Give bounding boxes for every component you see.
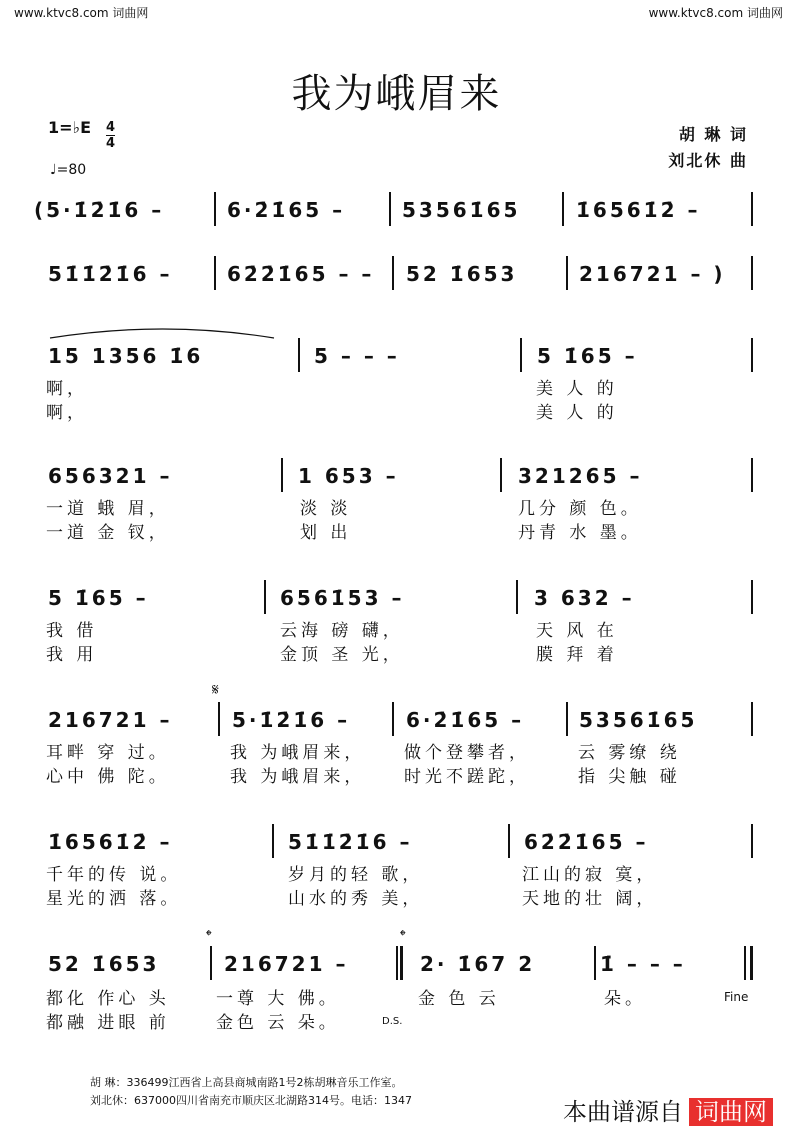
- measure: 62̇2̇1̇65 –: [524, 830, 649, 854]
- lyric: 啊，: [46, 379, 88, 399]
- barline: [298, 338, 300, 372]
- measure: 52 1̇653: [48, 952, 160, 976]
- barline: [751, 458, 753, 492]
- barline: [214, 256, 216, 290]
- barline: [500, 458, 502, 492]
- measure: 53561̇65: [579, 708, 698, 732]
- brand-text: 本曲谱源自: [563, 1098, 683, 1126]
- lyric: 美 人 的: [536, 379, 618, 399]
- coda-icon: 𝄌: [400, 926, 406, 945]
- measure: 1̇ – – –: [600, 952, 686, 976]
- measure: 51̇1̇2̇1̇6 –: [48, 262, 173, 286]
- lyric: 一道 蛾 眉，: [46, 499, 170, 519]
- measure: 321265 –: [518, 464, 643, 488]
- measure: 1̇6561̇2̇ –: [48, 830, 173, 854]
- score-row-1: [34, 198, 759, 242]
- barline: [281, 458, 283, 492]
- lyric: 我 借: [46, 621, 98, 641]
- fine-mark: Fine: [724, 990, 749, 1004]
- barline: [520, 338, 522, 372]
- slur-line: [48, 322, 278, 342]
- measure: 216721 –: [48, 708, 173, 732]
- quarter-note-icon: ♩: [50, 162, 57, 178]
- meter-bottom: 4: [106, 136, 116, 151]
- lyric: 都融 进眼 前: [46, 1013, 170, 1033]
- lyric: 美 人 的: [536, 403, 618, 423]
- watermark-left: www.ktvc8.com 词曲网: [14, 6, 149, 20]
- measure: 216721 –: [224, 952, 349, 976]
- barline: [392, 702, 394, 736]
- measure: 216721 – ): [579, 262, 726, 286]
- final-barline: [744, 946, 746, 980]
- barline: [751, 192, 753, 226]
- lyric: 岁月的轻 歌，: [288, 865, 424, 885]
- measure: 62̇2̇1̇65 – –: [227, 262, 375, 286]
- lyric: 淡 淡: [300, 499, 352, 519]
- barline: [751, 580, 753, 614]
- tempo-marking: [50, 162, 86, 178]
- lyric: 朵。: [604, 989, 646, 1009]
- barline: [264, 580, 266, 614]
- lyric: 星光的洒 落。: [46, 889, 182, 909]
- ds-mark: D.S.: [382, 1016, 403, 1027]
- barline: [751, 256, 753, 290]
- segno-icon: 𝄋: [212, 680, 219, 699]
- score-row-3: [34, 344, 759, 388]
- lyric: 一尊 大 佛。: [216, 989, 340, 1009]
- lyric: 一道 金 钗，: [46, 523, 170, 543]
- lyric: 金 色 云: [418, 989, 500, 1009]
- measure: 6·2̇1̇65 –: [227, 198, 346, 222]
- barline: [566, 256, 568, 290]
- measure: 2· 1̇67 2: [420, 952, 536, 976]
- barline: [594, 946, 596, 980]
- measure: 51̇1̇2̇1̇6 –: [288, 830, 413, 854]
- lyric: 都化 作心 头: [46, 989, 170, 1009]
- measure: 5 1̇65 –: [48, 586, 149, 610]
- lyric: 膜 拜 着: [536, 645, 618, 665]
- barline: [210, 946, 212, 980]
- lyric: 划 出: [300, 523, 352, 543]
- score-row-2: [34, 262, 759, 306]
- lyric: 做个登攀者，: [404, 743, 530, 763]
- barline: [516, 580, 518, 614]
- composer-credit: 刘北休 曲: [668, 151, 748, 170]
- barline: [562, 192, 564, 226]
- time-signature: [106, 120, 115, 151]
- lyric: 金色 云 朵。: [216, 1013, 340, 1033]
- final-barline-thick: [750, 946, 753, 980]
- brand-logo: 词曲网: [689, 1098, 773, 1126]
- barline: [214, 192, 216, 226]
- barline: [272, 824, 274, 858]
- measure: 15 1356 1̇6: [48, 344, 204, 368]
- barline: [389, 192, 391, 226]
- lyric: 云海 磅 礴，: [280, 621, 404, 641]
- lyric: 我 用: [46, 645, 98, 665]
- meter-top: 4: [106, 120, 116, 135]
- lyric: 几分 颜 色。: [518, 499, 642, 519]
- measure: (5·1̇2̇1̇6 –: [34, 198, 165, 222]
- lyric: 指 尖触 碰: [578, 767, 681, 787]
- measure: 53561̇65: [402, 198, 521, 222]
- lyric: 江山的寂 寞，: [522, 865, 658, 885]
- footer-contact-2: 刘北休：637000四川省南充市顺庆区北湖路314号。电话：1347: [90, 1094, 412, 1107]
- lyric: 天 风 在: [536, 621, 618, 641]
- barline: [392, 256, 394, 290]
- barline: [566, 702, 568, 736]
- measure: 5·1̇2̇1̇6 –: [232, 708, 351, 732]
- barline: [396, 946, 398, 980]
- measure: 6·2̇1̇65 –: [406, 708, 525, 732]
- tempo-value: =80: [56, 162, 87, 178]
- barline: [751, 702, 753, 736]
- measure: 5 – – –: [314, 344, 400, 368]
- measure: 656321 –: [48, 464, 173, 488]
- measure: 5 1̇65 –: [537, 344, 638, 368]
- measure: 6561̇53 –: [280, 586, 405, 610]
- lyric: 天地的壮 阔，: [522, 889, 658, 909]
- lyric: 金顶 圣 光，: [280, 645, 404, 665]
- coda-icon: 𝄌: [206, 926, 212, 945]
- measure: 52 1̇653: [406, 262, 518, 286]
- lyric: 我 为峨眉来，: [230, 743, 366, 763]
- page-title: 我为峨眉来: [291, 71, 502, 117]
- lyric: 我 为峨眉来，: [230, 767, 366, 787]
- barline: [751, 824, 753, 858]
- lyric: 山水的秀 美，: [288, 889, 424, 909]
- double-barline: [400, 946, 403, 980]
- lyric: 云 雾缭 绕: [578, 743, 681, 763]
- barline: [218, 702, 220, 736]
- lyric: 啊，: [46, 403, 88, 423]
- measure: 3 632 –: [534, 586, 635, 610]
- lyric: 心中 佛 陀。: [46, 767, 170, 787]
- lyric: 千年的传 说。: [46, 865, 182, 885]
- lyric: 丹青 水 墨。: [518, 523, 642, 543]
- key-signature: 1=♭E: [48, 118, 92, 137]
- barline: [508, 824, 510, 858]
- lyric: 时光不蹉跎，: [404, 767, 530, 787]
- lyric: 耳畔 穿 过。: [46, 743, 170, 763]
- lyricist-credit: 胡 琳 词: [678, 125, 748, 144]
- measure: 1 653 –: [298, 464, 399, 488]
- measure: 1̇6561̇2̇ –: [576, 198, 701, 222]
- barline: [751, 338, 753, 372]
- watermark-right: www.ktvc8.com 词曲网: [648, 6, 783, 20]
- footer-contact-1: 胡 琳：336499江西省上高县商城南路1号2栋胡琳音乐工作室。: [90, 1076, 403, 1089]
